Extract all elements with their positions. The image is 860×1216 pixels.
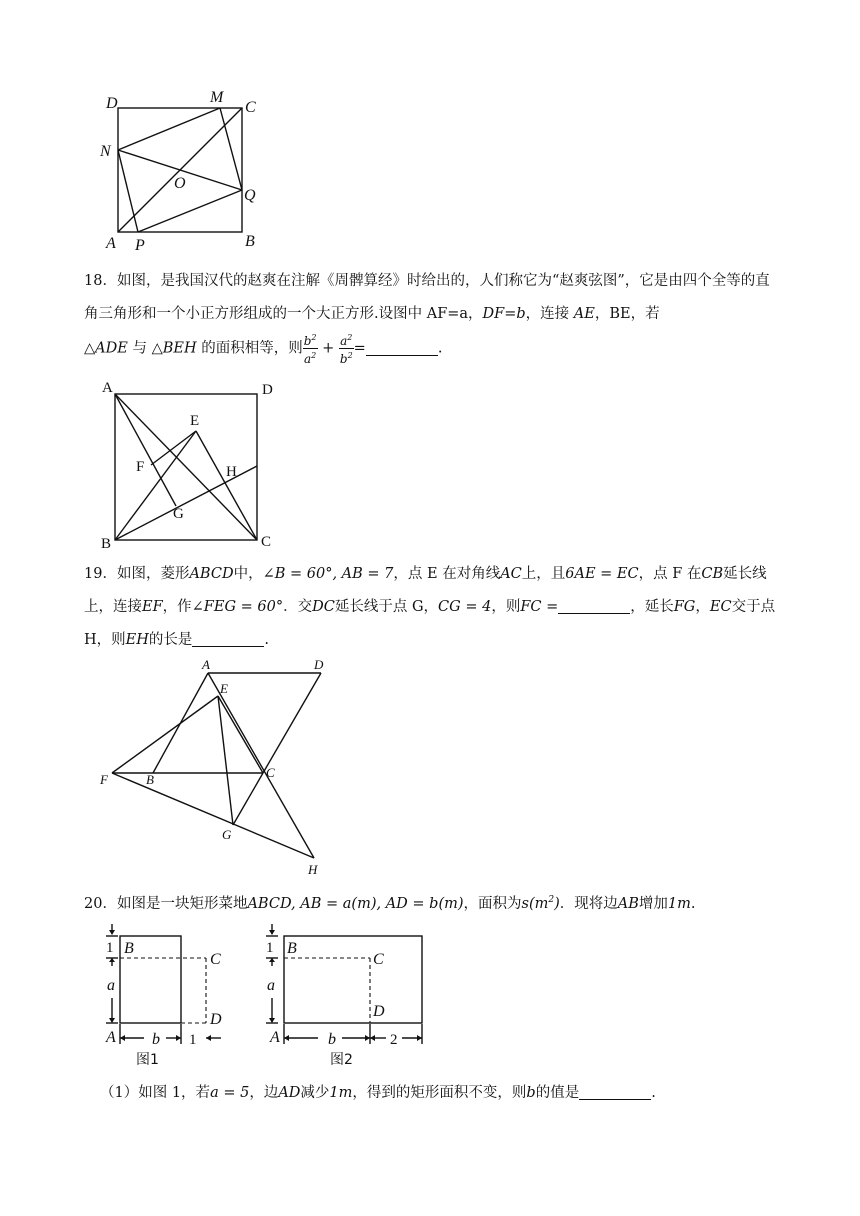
caption-fig2: 图2 [330,1052,353,1068]
label-one-top: 1 [106,940,114,956]
label-b: b [328,1031,336,1048]
label-H: H [226,464,237,480]
question-number: 18． [84,273,117,289]
answer-blank-fc[interactable] [558,595,630,614]
caption-fig1: 图1 [136,1052,159,1068]
label-D: D [262,382,273,398]
label-D: D [373,1003,385,1020]
question-18 [84,265,784,366]
label-F: F [136,459,145,475]
answer-blank[interactable] [366,337,438,356]
figure-20-1 [96,918,236,1068]
figure-square-dmcnoqapb [100,86,270,256]
label-B: B [124,940,134,957]
label-N: N [100,143,111,160]
fraction-a2-over-b2: $\frac{a^2}{b^2}$ [339,333,353,366]
label-C: C [210,951,221,968]
label-C: C [245,99,256,116]
label-one-top: 1 [266,940,274,956]
label-M: M [210,89,224,106]
question-20-text: 20．如图是一块矩形菜地ABCD, AB = a(m), AD = b(m)，面积为$s(m^2)$．现将边AB增加1m. [84,895,696,912]
label-A: A [270,1029,280,1046]
label-C: C [261,534,272,550]
question-19 [84,558,784,657]
label-H: H [308,862,318,877]
question-18-text: 18．如图，是我国汉代的赵爽在注解《周髀算经》时给出的，人们称它为“赵爽弦图”，它是由四个全等的直角三角形和一个小正方形组成的一个大正方形.设图中 AF=a，DF=b，连接 AE，BE，若 △ADE 与 △BEH 的面积相等，则 $\frac{b^2}{a^2}$ + $\frac{a^2}{b^2}$ = . [84,273,770,366]
question-20-part-1 [100,1077,800,1110]
label-A: A [202,657,210,672]
label-C: C [266,765,275,780]
figure-rhombus-abcd [96,655,336,880]
label-B: B [101,536,112,552]
label-Q: Q [244,187,256,204]
question-20-part-1-text: （1）如图 1，若a = 5，边AD减少1m，得到的矩形面积不变，则b的值是 . [100,1077,800,1110]
figure-zhao-shuang-square [96,378,286,553]
question-19-text: 19．如图，菱形ABCD中，∠B = 60°, AB = 7，点 E 在对角线AC上，且6AE = EC，点 F 在CB延长线上，连接EF，作∠FEG = 60°．交DC延长线于点 G，CG = 4，则FC = ，延长FG，EC交于点 H，则EH的长是 . [84,566,776,648]
answer-blank-b[interactable] [579,1081,651,1100]
question-20 [84,884,784,921]
label-G: G [222,827,232,842]
label-D: D [106,95,118,112]
label-two: 2 [390,1032,398,1048]
label-A: A [102,380,113,396]
label-a: a [107,977,115,994]
label-E: E [190,413,200,429]
fraction-b2-over-a2: $\frac{b^2}{a^2}$ [303,333,317,366]
label-O: O [174,175,186,192]
label-B: B [146,772,154,787]
label-B: B [287,940,297,957]
label-D: D [210,1011,222,1028]
question-number: 20． [84,895,117,912]
label-b: b [152,1031,160,1048]
label-A: A [106,235,116,252]
fig17-lines [118,108,242,232]
label-one-bottom: 1 [189,1032,197,1048]
label-G: G [173,506,184,522]
label-E: E [220,681,228,696]
label-a: a [267,977,275,994]
label-B: B [245,233,255,250]
answer-blank-eh[interactable] [192,628,264,647]
figure-20-2 [256,918,436,1068]
question-number: 19． [84,566,117,582]
label-A: A [106,1029,116,1046]
label-F: F [100,772,108,787]
label-C: C [373,951,384,968]
label-P: P [135,237,145,254]
label-D: D [314,657,324,672]
